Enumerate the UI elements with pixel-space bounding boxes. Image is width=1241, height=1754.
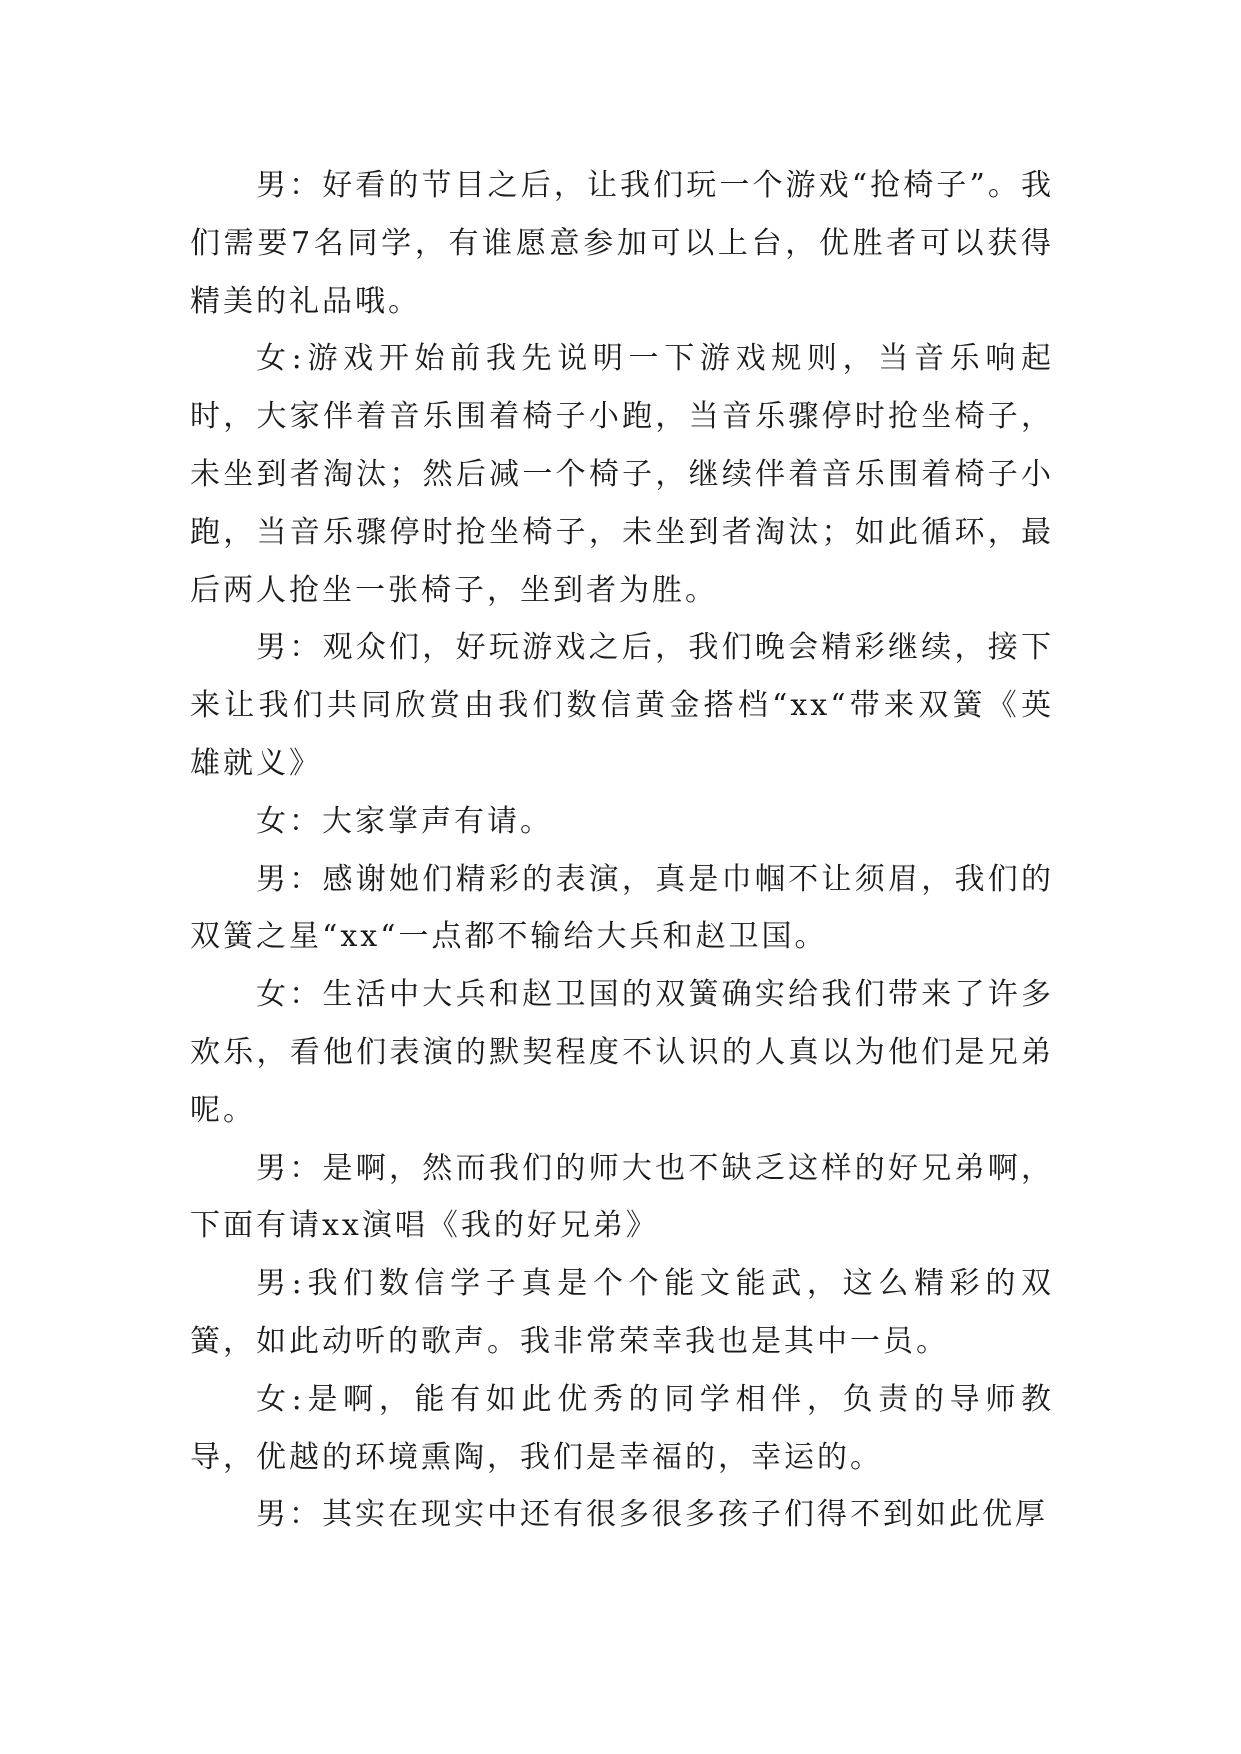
paragraph: 男：感谢她们精彩的表演，真是巾帼不让须眉，我们的双簧之星“xx“一点都不输给大兵和赵卫国。 bbox=[190, 861, 1054, 955]
paragraph: 男：好看的节目之后，让我们玩一个游戏“抢椅子”。我们需要7名同学，有谁愿意参加可以上台，优胜者可以获得精美的礼品哦。 bbox=[190, 168, 1054, 319]
paragraph: 女：生活中大兵和赵卫国的双簧确实给我们带来了许多欢乐，看他们表演的默契程度不认识的人真以为他们是兄弟呢。 bbox=[190, 977, 1054, 1128]
paragraph: 男：其实在现实中还有很多很多孩子们得不到如此优厚 bbox=[256, 1497, 1048, 1533]
paragraph: 男：是啊，然而我们的师大也不缺乏这样的好兄弟啊，下面有请xx演唱《我的好兄弟》 bbox=[190, 1150, 1054, 1244]
paragraph: 男：观众们，好玩游戏之后，我们晚会精彩继续，接下来让我们共同欣赏由我们数信黄金搭档“xx“带来双簧《英雄就义》 bbox=[190, 630, 1054, 781]
paragraph: 女:游戏开始前我先说明一下游戏规则，当音乐响起时，大家伴着音乐围着椅子小跑，当音乐骤停时抢坐椅子，未坐到者淘汰；然后减一个椅子，继续伴着音乐围着椅子小跑，当音乐骤停时抢坐椅子，未坐到者淘汰；如此循环，最后两人抢坐一张椅子，坐到者为胜。 bbox=[190, 341, 1054, 608]
paragraph: 男:我们数信学子真是个个能文能武，这么精彩的双簧，如此动听的歌声。我非常荣幸我也是其中一员。 bbox=[190, 1266, 1054, 1359]
paragraph: 女:是啊，能有如此优秀的同学相伴，负责的导师教导，优越的环境熏陶，我们是幸福的，幸运的。 bbox=[190, 1381, 1054, 1475]
paragraph: 女：大家掌声有请。 bbox=[256, 803, 553, 839]
document-body bbox=[190, 157, 1054, 1544]
